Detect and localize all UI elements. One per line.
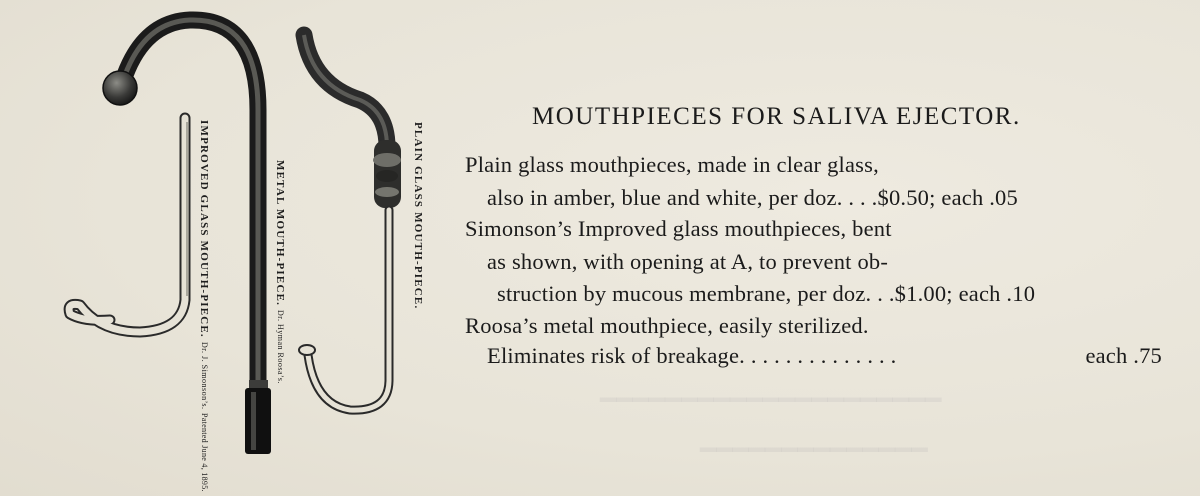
improved-mouthpiece-patent: Patented June 4, 1895.: [200, 413, 209, 493]
metal-mouthpiece-caption: [272, 160, 288, 384]
mouthpieces-illustration: [0, 0, 460, 496]
show-through-text: ━━━━━━━━━━━━━━: [700, 435, 928, 465]
section-heading: MOUTHPIECES FOR SALIVA EJECTOR.: [532, 103, 1021, 130]
item-simonson-line1: Simonson’s Improved glass mouthpieces, bent: [465, 216, 892, 241]
plain-mouthpiece-title: PLAIN GLASS MOUTH-PIECE.: [412, 122, 424, 310]
item-roosa-line1: Roosa’s metal mouthpiece, easily sterilized.: [465, 313, 869, 338]
metal-mouthpiece-maker: Dr. Hyman Roosa’s.: [276, 310, 285, 384]
item-plain-line2: also in amber, blue and white, per doz. . . .$0.50; each .05: [487, 185, 1018, 210]
improved-mouthpiece-title: IMPROVED GLASS MOUTH-PIECE.: [198, 120, 210, 338]
improved-glass-mouthpiece-drawing: [69, 118, 187, 332]
item-plain-line1: Plain glass mouthpieces, made in clear glass,: [465, 152, 879, 177]
metal-mouthpiece-title: METAL MOUTH-PIECE.: [274, 160, 286, 307]
improved-mouthpiece-caption: [196, 120, 212, 492]
item-roosa-line2: [487, 343, 1162, 369]
show-through-text: ━━━━━━━━━━━━━━━━━━━━━: [600, 385, 942, 415]
plain-glass-mouthpiece-drawing: [299, 35, 401, 410]
item-simonson-line3: struction by mucous membrane, per doz. . .$1.00; each .10: [497, 281, 1036, 306]
item-roosa-price: each .75: [1085, 343, 1162, 368]
item-roosa-description: Eliminates risk of breakage. . . . . . . . . . . . . .: [487, 343, 897, 368]
improved-mouthpiece-maker: Dr. J. Simonson’s.: [200, 341, 209, 410]
plain-mouthpiece-caption: [410, 122, 426, 309]
item-simonson-line2: as shown, with opening at A, to prevent ob-: [487, 249, 889, 274]
